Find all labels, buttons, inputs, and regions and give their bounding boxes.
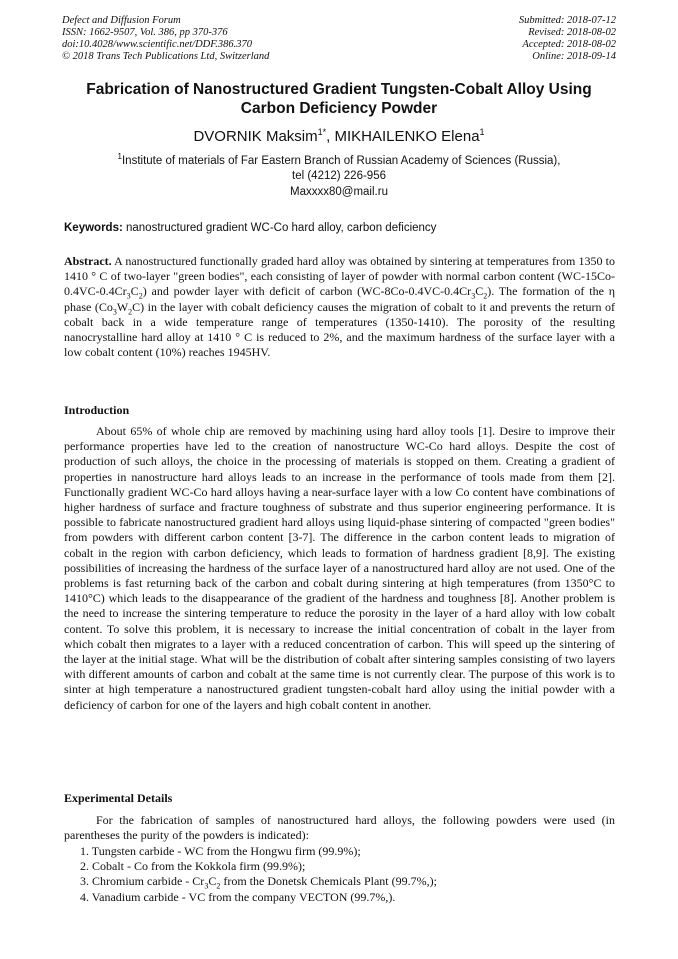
introduction-paragraph: About 65% of whole chip are removed by machining using hard alloy tools [1]. Desire to improve their performance properties have led to the creation of nanostructure WC-Co hard alloys. Despite the cost of production of such alloys, the choice in the processing of materials is stopped on them. Creating a gradient of properties in nanostructure hard alloys leads to an increase in the performance of tools made from them [2]. Functionally gradient WC-Co hard alloys having a near-surface layer with a low Co content have combinations of higher hardness of surface and fracture toughness of substrate and thus superior engineering performance. It is possible to fabricate nanostructured gradient hard alloys using liquid-phase sintering of compacted "green bodies" from powders with different carbon content [3-7]. The difference in the carbon content leads to migration of cobalt in the region with carbon deficiency, which leads to formation of hardness gradient [8,9]. The existing possibilities of increasing the hardness of the surface layer of a nanostructured hard alloy are not used. One of the problems is fast returning back of the carbon and cobalt during sintering at high temperatures (from 1350°C to 1410°C) which leads to the disappearance of the gradient of the hardness and toughness [8]. Another problem is the need to increase the sintering temperature to reduce the porosity in the layer of a hard alloy with low cobalt content. To solve this problem, it is necessary to increase the initial concentration of cobalt in the layer from which cobalt then migrates to a layer with a reduced concentration of carbon. This will speed up the sintering of the layer at the initial stage. What will be the distribution of cobalt after sintering samples consisting of two layers with different amounts of carbon and cobalt at the same time is not currently clear. The purpose of this work is to sinter at high temperature a nanostructured gradient tungsten-cobalt hard alloy using the initial powder with a deficiency of carbon for one of the layers and high cobalt content in another.: [64, 424, 615, 712]
authors-line: [62, 123, 616, 146]
experimental-paragraph: For the fabrication of samples of nanostructured hard alloys, the following powders were used (in parentheses the purity of the powders is indicated):: [64, 813, 615, 843]
paper-title: Fabrication of Nanostructured Gradient Tungsten-Cobalt Alloy Using Carbon Deficiency Powder: [86, 81, 592, 117]
experimental-body: [64, 813, 615, 843]
keywords-text: nanostructured gradient WC-Co hard alloy, carbon deficiency: [122, 222, 437, 234]
date-revised: Revised: 2018-08-02: [528, 27, 616, 38]
abstract-text-2: C: [130, 284, 139, 299]
introduction-body: [64, 424, 615, 713]
author-2-sup: 1: [479, 127, 485, 137]
abstract-text-6: W: [116, 299, 129, 314]
powder-list: [80, 844, 615, 905]
author-separator: ,: [326, 128, 335, 145]
journal-doi: doi:10.4028/www.scientific.net/DDF.386.370: [62, 39, 253, 50]
author-2: MIKHAILENKO Elena: [334, 128, 480, 145]
journal-header-right: [519, 15, 616, 63]
abstract: [64, 254, 615, 360]
sub-2: 2: [483, 291, 488, 301]
contact-email[interactable]: Maxxxx80@mail.ru: [290, 186, 388, 198]
abstract-text-3: ) and powder layer with deficit of carbon (WC-8Co-0.4VC-0.4Cr: [142, 284, 472, 299]
sub-3: 3: [112, 307, 117, 316]
list-item-text: from the Donetsk Chemicals Plant (99.7%,);: [220, 874, 437, 889]
affiliation-line-2: tel (4212) 226-956: [292, 169, 386, 182]
abstract-label: Abstract.: [64, 254, 112, 268]
journal-name: Defect and Diffusion Forum: [62, 15, 181, 26]
abstract-text-1: A nanostructured functionally graded hard alloy was obtained by sintering at temperatures from 1350 to 1410 ° C of two-layer "green bodies", each consisting of layer of powder with normal carbon content (WC-15Co-0.4VC-0.4Cr: [64, 254, 615, 299]
journal-copyright: © 2018 Trans Tech Publications Ltd, Switzerland: [62, 51, 270, 62]
sub-3: 3: [126, 291, 131, 301]
sub-3: 3: [471, 291, 476, 301]
sub-2: 2: [216, 881, 221, 891]
affiliation-sup: 1: [117, 152, 122, 161]
journal-header-left: [62, 15, 269, 63]
sub-3: 3: [204, 881, 209, 891]
author-1: DVORNIK Maksim: [193, 128, 318, 145]
sub-2: 2: [138, 291, 143, 301]
introduction-heading: Introduction: [64, 403, 130, 417]
experimental-heading: Experimental Details: [64, 791, 173, 805]
list-item: 1. Tungsten carbide - WC from the Hongwu firm (99.9%);: [80, 844, 361, 858]
date-online: Online: 2018-09-14: [532, 51, 616, 62]
author-1-sup: 1*: [317, 127, 327, 137]
sub-2: 2: [128, 307, 133, 316]
journal-issn: ISSN: 1662-9507, Vol. 386, pp 370-376: [62, 27, 228, 38]
date-accepted: Accepted: 2018-08-02: [522, 39, 616, 50]
list-item-text: 3. Chromium carbide - Cr: [80, 874, 205, 889]
abstract-text-4: C: [475, 284, 484, 299]
affiliation: [62, 149, 616, 184]
abstract-text-7: C) in the layer with cobalt deficiency causes the migration of cobalt to it and prevents the return of cobalt back in a wide temperature range of temperatures (1350-1410). The porosity of the resulting nanocrystalline hard alloy at 1410 ° C is reduced to 2%, and the maximum hardness of the surface layer with a low cobalt content (10%) reaches 1945HV.: [64, 299, 615, 360]
abstract-text-5: ). The formation of the η phase (Co: [64, 284, 616, 314]
date-submitted: Submitted: 2018-07-12: [518, 15, 616, 26]
keywords: [64, 221, 616, 236]
affiliation-line-1: Institute of materials of Far Eastern Branch of Russian Academy of Sciences (Russia),: [121, 154, 561, 167]
list-item: [80, 874, 615, 889]
list-item-text: C: [208, 874, 217, 889]
list-item: 2. Cobalt - Co from the Kokkola firm (99.9%);: [80, 859, 306, 874]
list-item: 4. Vanadium carbide - VC from the company VECTON (99.7%,).: [80, 889, 396, 904]
keywords-label: Keywords:: [64, 222, 123, 234]
